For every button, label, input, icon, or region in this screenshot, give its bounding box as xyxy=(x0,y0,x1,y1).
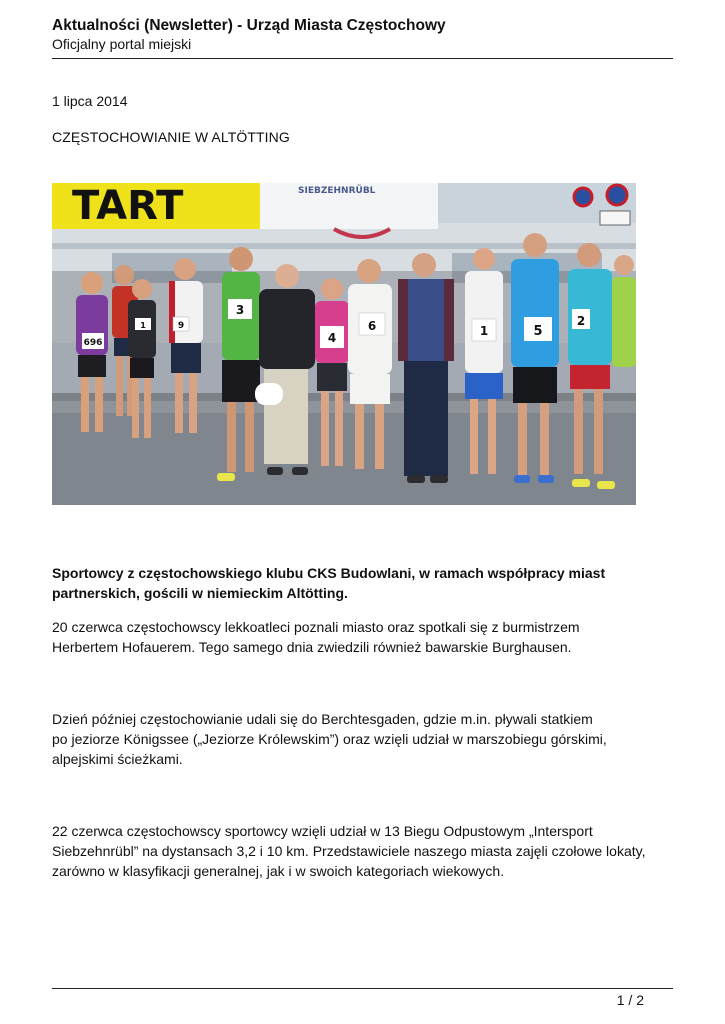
paragraph-line: 22 czerwca częstochowscy sportowcy wzięli udział w 13 Biegu Odpustowym „Intersport xyxy=(52,823,593,839)
article-paragraph xyxy=(52,821,677,881)
article-photo xyxy=(52,183,636,505)
svg-text:1: 1 xyxy=(479,324,489,338)
footer-divider xyxy=(52,988,673,989)
lead-line: Sportowcy z częstochowskiego klubu CKS Budowlani, w ramach współpracy miast xyxy=(52,565,606,581)
article-date: 1 lipca 2014 xyxy=(52,93,128,109)
header-divider xyxy=(52,58,673,59)
article-lead xyxy=(52,563,652,603)
svg-text:6: 6 xyxy=(367,319,377,333)
svg-text:3: 3 xyxy=(235,303,245,317)
paragraph-line: Herbertem Hofauerem. Tego samego dnia zwiedzili również bawarskie Burghausen. xyxy=(52,639,572,655)
sponsor-banner xyxy=(260,183,438,237)
svg-text:9: 9 xyxy=(177,321,185,331)
site-title: Aktualności (Newsletter) - Urząd Miasta Częstochowy xyxy=(52,17,446,34)
svg-text:2: 2 xyxy=(576,314,586,328)
svg-text:TART: TART xyxy=(72,183,184,229)
svg-text:1: 1 xyxy=(140,321,146,330)
paragraph-line: Siebzehnrübl” na dystansach 3,2 i 10 km. Przedstawiciele naszego miasta zajęli czołowe lokaty, xyxy=(52,843,646,859)
start-banner xyxy=(52,183,260,229)
site-subtitle: Oficjalny portal miejski xyxy=(52,36,192,52)
paragraph-line: 20 czerwca częstochowscy lekkoatleci poznali miasto oraz spotkali się z burmistrzem xyxy=(52,619,580,635)
svg-text:696: 696 xyxy=(83,338,103,348)
svg-text:SIEBZEHNRÜBL: SIEBZEHNRÜBL xyxy=(298,186,376,196)
paragraph-line: Dzień później częstochowianie udali się do Berchtesgaden, gdzie m.in. pływali statkiem xyxy=(52,711,593,727)
page-header xyxy=(52,16,673,53)
lead-line: partnerskich, gościli w niemieckim Altötting. xyxy=(52,585,348,601)
article-paragraph xyxy=(52,709,677,769)
page-number: 1 / 2 xyxy=(616,992,644,1008)
paragraph-line: po jeziorze Königssee („Jeziorze Królewskim”) oraz wzięli udział w marszobiegu górskimi, xyxy=(52,731,607,747)
paragraph-line: zarówno w klasyfikacji generalnej, jak i w swoich kategoriach wiekowych. xyxy=(52,863,505,879)
article-paragraph xyxy=(52,617,677,657)
paragraph-line: alpejskimi ścieżkami. xyxy=(52,751,183,767)
svg-text:4: 4 xyxy=(327,331,337,345)
svg-text:5: 5 xyxy=(533,324,543,339)
article-headline: CZĘSTOCHOWIANIE W ALTÖTTING xyxy=(52,129,290,145)
